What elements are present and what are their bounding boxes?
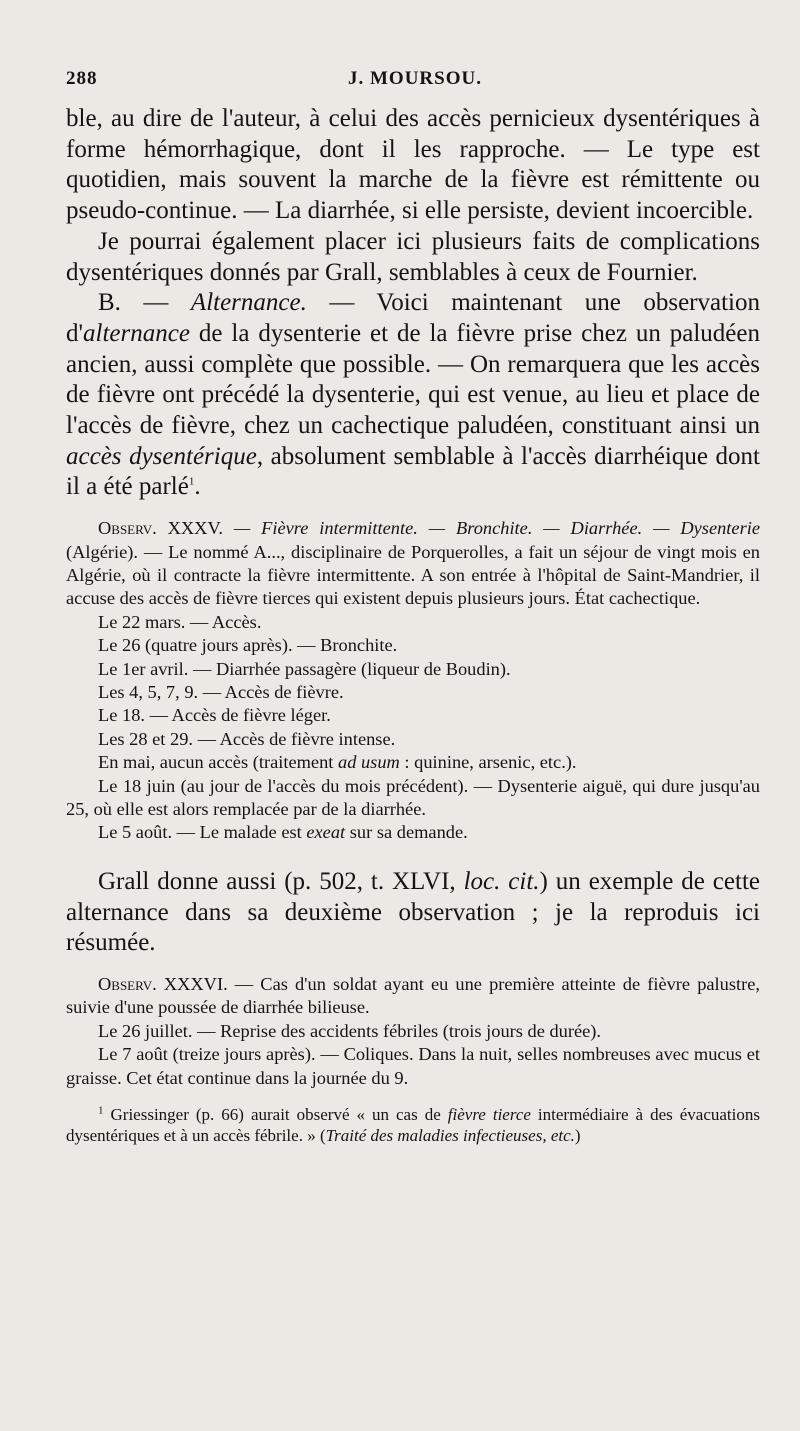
section-label: B. — bbox=[98, 289, 191, 317]
section-emphasis: accès dysentérique bbox=[66, 442, 257, 470]
observation-text: : quinine, arsenic, etc.). bbox=[399, 752, 577, 773]
observation-text: sur sa demande. bbox=[345, 822, 468, 843]
observation-line: Le 26 juillet. — Reprise des accidents fébriles (trois jours de durée). bbox=[98, 1020, 602, 1041]
observation-line: Le 1er avril. — Diarrhée passagère (liqueur de Boudin). bbox=[98, 658, 511, 679]
footnote-ref: 1 bbox=[188, 476, 195, 489]
paragraph-grall-fournier: Je pourrai également placer ici plusieurs faits de complications dysentériques donnés par Grall, semblables à ceux de Fournier. bbox=[66, 227, 760, 286]
observation-line: Les 4, 5, 7, 9. — Accès de fièvre. bbox=[98, 681, 344, 702]
main-text-grall bbox=[66, 867, 760, 959]
observation-label: Observ. XXXV. bbox=[98, 518, 223, 539]
section-emphasis: alternance bbox=[83, 319, 190, 347]
section-text: — Voici maintenant une observation d' bbox=[66, 289, 760, 347]
observation-text: — Cas d'un soldat ayant eu une première atteinte de fièvre palustre, suivie d'une poussée de diarrhée bilieuse. bbox=[66, 973, 761, 1018]
section-text: . bbox=[194, 473, 201, 501]
observation-emphasis: exeat bbox=[306, 822, 346, 843]
page-header bbox=[66, 68, 760, 96]
footnote-emphasis: fièvre tierce bbox=[447, 1104, 531, 1124]
observation-line: Le 26 (quatre jours après). — Bronchite. bbox=[98, 635, 398, 656]
observation-text: (Algérie). — Le nommé A..., disciplinaire de Porquerolles, a fait un séjour de vingt mois en Algérie, où il contracte la fièvre intermittente. A son entrée à l'hôpital de Saint-Mandrier, il accuse des accès de fièvre tierces qui existent depuis plusieurs jours. État cachectique. bbox=[66, 541, 760, 609]
footnote-text bbox=[66, 1104, 760, 1147]
observation-line: Le 22 mars. — Accès. bbox=[98, 611, 262, 632]
observation-intro bbox=[66, 973, 760, 1020]
section-text: de la dysenterie et de la fièvre prise chez un paludéen ancien, aussi complète que possible. — On remarquera que les accès de fièvre ont précédé la dysenterie, qui est venue, au lieu et place de l'accès de fièvre, chez un cachectique paludéen, constituant ainsi un bbox=[66, 319, 760, 440]
footnote-part: Griessinger (p. 66) aurait observé « un cas de bbox=[103, 1104, 448, 1124]
page-body bbox=[66, 104, 760, 1147]
paragraph-emphasis: loc. cit. bbox=[463, 867, 540, 895]
paragraph-section-b bbox=[66, 288, 760, 503]
observation-line: Les 28 et 29. — Accès de fièvre intense. bbox=[98, 728, 396, 749]
observation-text: Le 5 août. — Le malade est bbox=[98, 822, 307, 843]
footnote-part: intermédiaire à des évacuations dysentériques et à un accès fébrile. » ( bbox=[66, 1104, 760, 1146]
observation-line: Le 7 août (treize jours après). — Coliques. Dans la nuit, selles nombreuses avec mucus et graisse. Cet état continue dans la journée du 9. bbox=[66, 1044, 760, 1088]
footnote-number: 1 bbox=[98, 1104, 104, 1117]
observation-line: Le 18. — Accès de fièvre léger. bbox=[98, 705, 331, 726]
observation-line bbox=[66, 751, 760, 774]
observation-36 bbox=[66, 973, 760, 1090]
paragraph-text: Grall donne aussi (p. 502, t. XLVI, bbox=[98, 867, 464, 895]
observation-intro bbox=[66, 517, 760, 611]
observation-text: En mai, aucun accès (traitement bbox=[98, 752, 338, 773]
footnote-emphasis: Traité des maladies infectieuses, etc. bbox=[325, 1126, 575, 1146]
paragraph-grall-alternance bbox=[66, 867, 760, 959]
observation-line bbox=[66, 821, 760, 844]
paragraph-continuation: ble, au dire de l'auteur, à celui des accès pernicieux dysentériques à forme hémorrhagique, dont il les rapproche. — Le type est quotidien, mais souvent la marche de la fièvre est rémittente ou pseudo-continue. — La diarrhée, si elle persiste, devient incoercible. bbox=[66, 105, 760, 225]
section-title: Alternance. bbox=[190, 289, 307, 317]
observation-title: — Fièvre intermittente. — Bronchite. — Diarrhée. — Dysenterie bbox=[222, 518, 761, 539]
running-head: J. MOURSOU. bbox=[348, 68, 482, 89]
footnote-part: ) bbox=[574, 1126, 581, 1146]
observation-35 bbox=[66, 517, 760, 845]
observation-emphasis: ad usum bbox=[338, 752, 400, 773]
observation-label: Observ. XXXVI. bbox=[98, 973, 228, 994]
main-text bbox=[66, 104, 760, 503]
observation-line: Le 18 juin (au jour de l'accès du mois précédent). — Dysenterie aiguë, qui dure jusqu'au 25, où elle est alors remplacée par de la diarrhée. bbox=[66, 775, 760, 820]
page-number: 288 bbox=[66, 68, 98, 89]
section-text: , absolument semblable à l'accès diarrhéique dont il a été parlé bbox=[66, 442, 760, 501]
paragraph-text: ) un exemple de cette alternance dans sa deuxième observation ; je la reproduis ici résumée. bbox=[66, 867, 760, 957]
footnote bbox=[66, 1104, 760, 1147]
